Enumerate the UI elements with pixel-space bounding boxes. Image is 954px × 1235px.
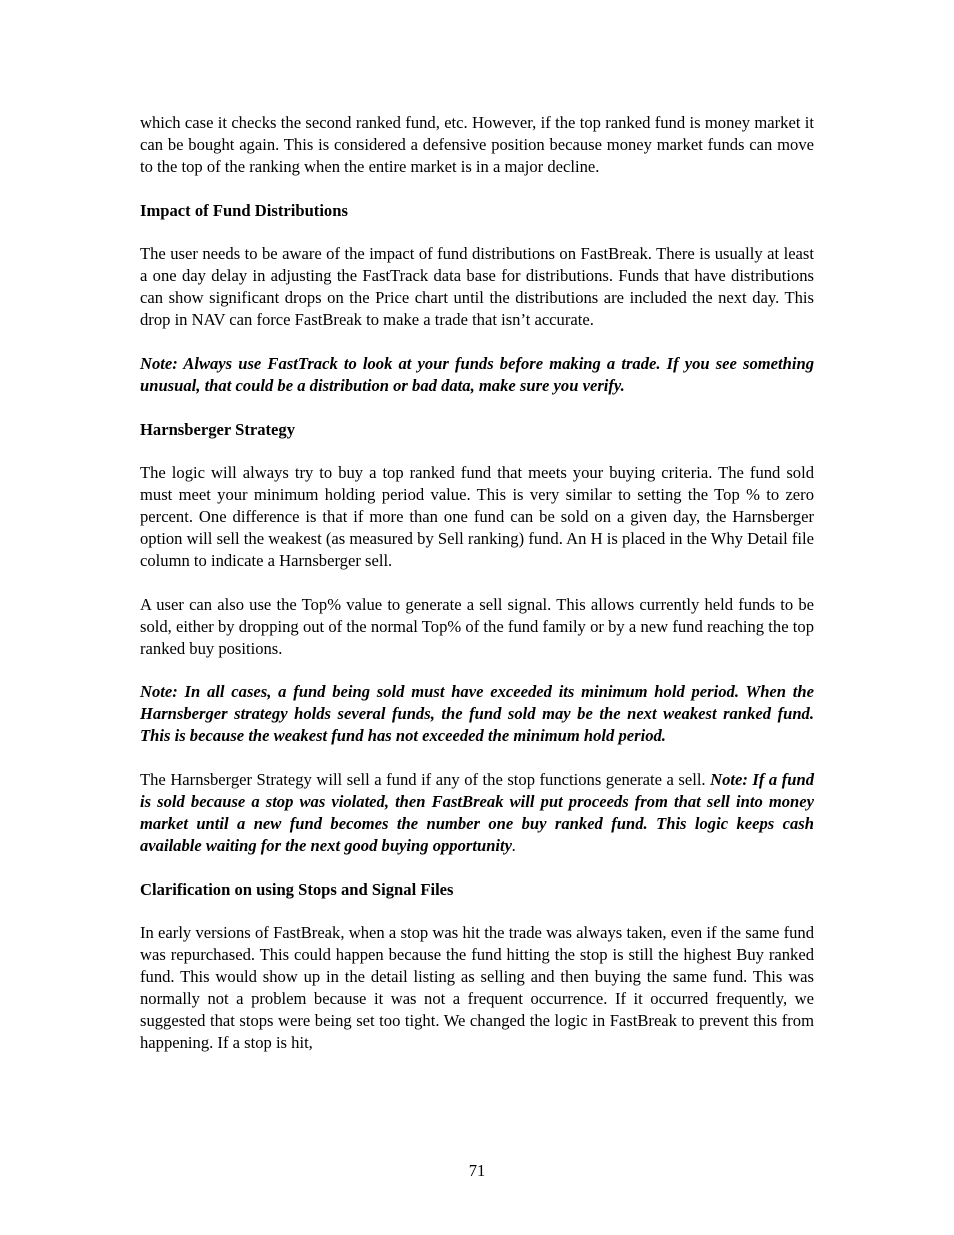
paragraph-fund-distributions: The user needs to be aware of the impact of fund distributions on FastBreak. There is usually at least a one day delay in adjusting the FastTrack data base for distributions. Funds that have distributions can show significant drops on the Price chart until the distributions are included the next day. This drop in NAV can force FastBreak to make a trade that isn’t accurate.	[140, 244, 814, 330]
note-minimum-hold: Note: In all cases, a fund being sold must have exceeded its minimum hold period. When the Harnsberger strategy holds several funds, the fund sold may be the next weakest ranked fund. This is because the weakest fund has not exceeded the minimum hold period.	[140, 682, 814, 746]
heading-fund-distributions: Impact of Fund Distributions	[140, 200, 348, 220]
paragraph-harnsberger-logic: The logic will always try to buy a top ranked fund that meets your buying criteria. The fund sold must meet your minimum holding period value. This is very similar to setting the Top % to zero percent. One difference is that if more than one fund can be sold on a given day, the Harnsberger option will sell the weakest (as measured by Sell ranking) fund. An H is placed in the Why Detail file column to indicate a Harnsberger sell.	[140, 463, 814, 571]
stop-functions-period: .	[512, 835, 517, 855]
page-number: 71	[468, 1161, 486, 1180]
note-verify-fasttrack: Note: Always use FastTrack to look at your funds before making a trade. If you see something unusual, that could be a distribution or bad data, make sure you verify.	[140, 353, 814, 395]
stop-functions-text: The Harnsberger Strategy will sell a fund if any of the stop functions generate a sell.	[140, 770, 711, 790]
heading-harnsberger-strategy: Harnsberger Strategy	[140, 419, 295, 439]
note-money-market-proceeds: Note: If a fund is sold because a stop was violated, then FastBreak will put proceeds from that sell into money market until a new fund becomes the number one buy ranked fund. This logic keeps cash available waiting for the next good buying opportunity	[140, 770, 814, 855]
document-body	[140, 112, 814, 1076]
paragraph-stops-clarification: In early versions of FastBreak, when a stop was hit the trade was always taken, even if the same fund was repurchased. This could happen because the fund hitting the stop is still the highest Buy ranked fund. This would show up in the detail listing as selling and then buying the same fund. This was normally not a problem because it was not a frequent occurrence. If it occurred frequently, we suggested that stops were being set too tight. We changed the logic in FastBreak to prevent this from happening. If a stop is hit,	[140, 923, 814, 1052]
paragraph-top-percent: A user can also use the Top% value to generate a sell signal. This allows currently held funds to be sold, either by dropping out of the normal Top% of the fund family or by a new fund reaching the top ranked buy positions.	[140, 594, 814, 658]
paragraph-stop-functions	[140, 769, 814, 857]
heading-stops-signal-files: Clarification on using Stops and Signal Files	[140, 879, 454, 899]
paragraph-money-market: which case it checks the second ranked fund, etc. However, if the top ranked fund is money market it can be bought again. This is considered a defensive position because money market funds can move to the top of the ranking when the entire market is in a major decline.	[140, 113, 814, 176]
